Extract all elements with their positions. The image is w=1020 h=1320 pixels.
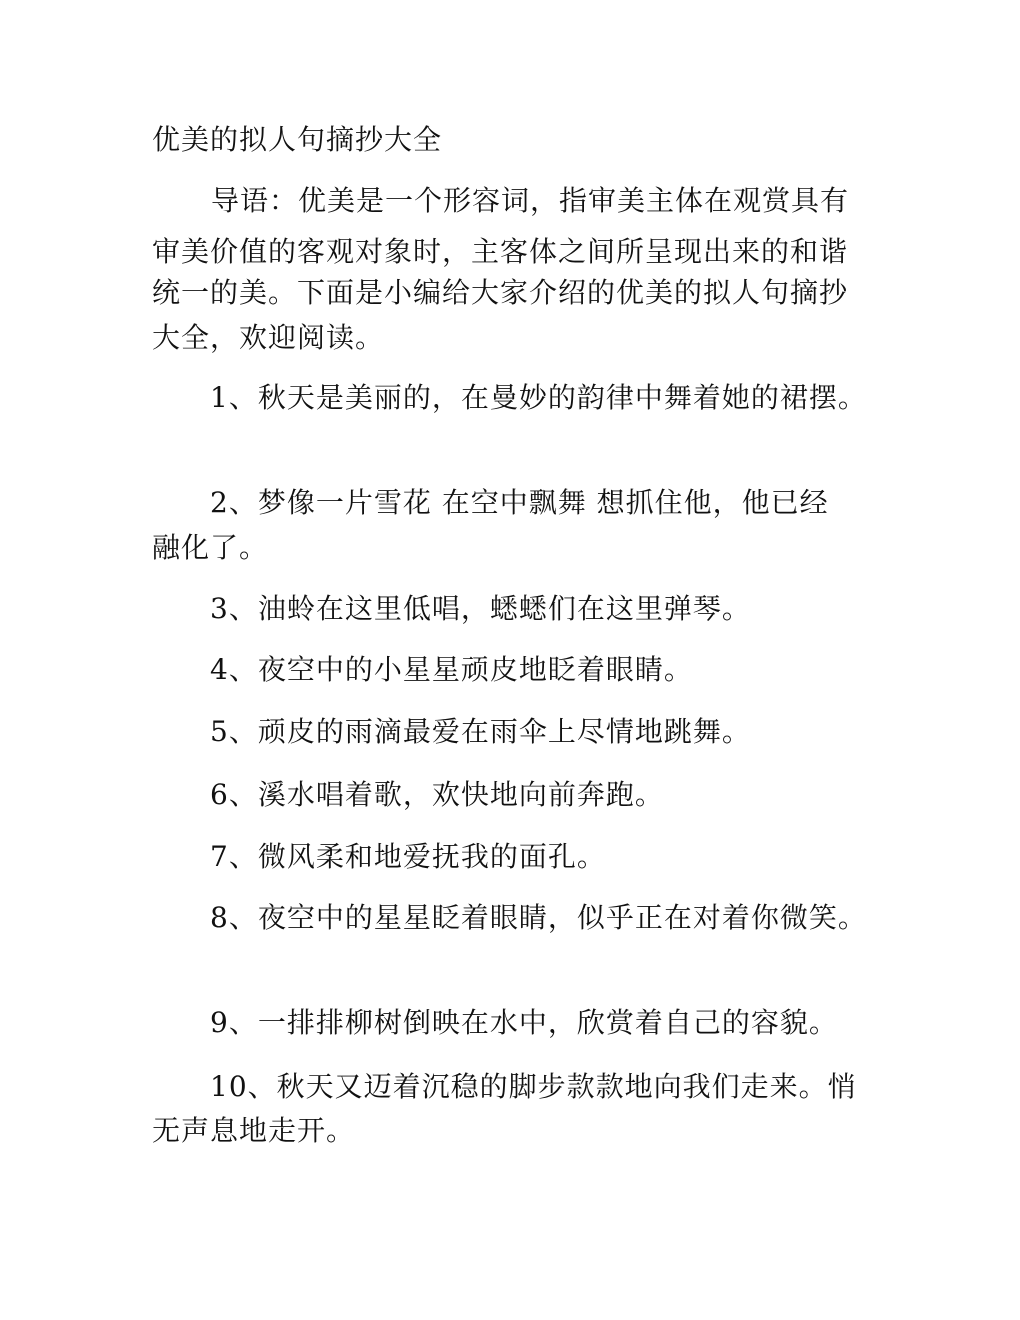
list-item: 4、夜空中的小星星顽皮地眨着眼睛。 (210, 653, 693, 686)
list-item: 8、夜空中的星星眨着眼睛，似乎正在对着你微笑。 (210, 901, 867, 934)
list-item: 7、微风柔和地爱抚我的面孔。 (210, 840, 606, 873)
page-title: 优美的拟人句摘抄大全 (152, 123, 443, 156)
intro-line: 审美价值的客观对象时，主客体之间所呈现出来的和谐 (152, 235, 849, 268)
list-item: 9、一排排柳树倒映在水中，欣赏着自己的容貌。 (210, 1006, 838, 1039)
intro-line: 导语：优美是一个形容词，指审美主体在观赏具有 (211, 184, 850, 217)
list-item: 1、秋天是美丽的，在曼妙的韵律中舞着她的裙摆。 (210, 381, 867, 414)
list-item: 10、秋天又迈着沉稳的脚步款款地向我们走来。悄 (210, 1070, 857, 1103)
list-item: 5、顽皮的雨滴最爱在雨伞上尽情地跳舞。 (210, 715, 751, 748)
intro-line: 大全，欢迎阅读。 (152, 321, 385, 354)
list-item-continuation: 融化了。 (152, 531, 269, 564)
intro-line: 统一的美。下面是小编给大家介绍的优美的拟人句摘抄 (152, 276, 849, 309)
list-item: 3、油蛉在这里低唱，蟋蟋们在这里弹琴。 (210, 592, 751, 625)
list-item-continuation: 无声息地走开。 (152, 1114, 356, 1147)
list-item: 2、梦像一片雪花 在空中飘舞 想抓住他，他已经 (210, 486, 829, 519)
list-item: 6、溪水唱着歌，欢快地向前奔跑。 (210, 778, 664, 811)
